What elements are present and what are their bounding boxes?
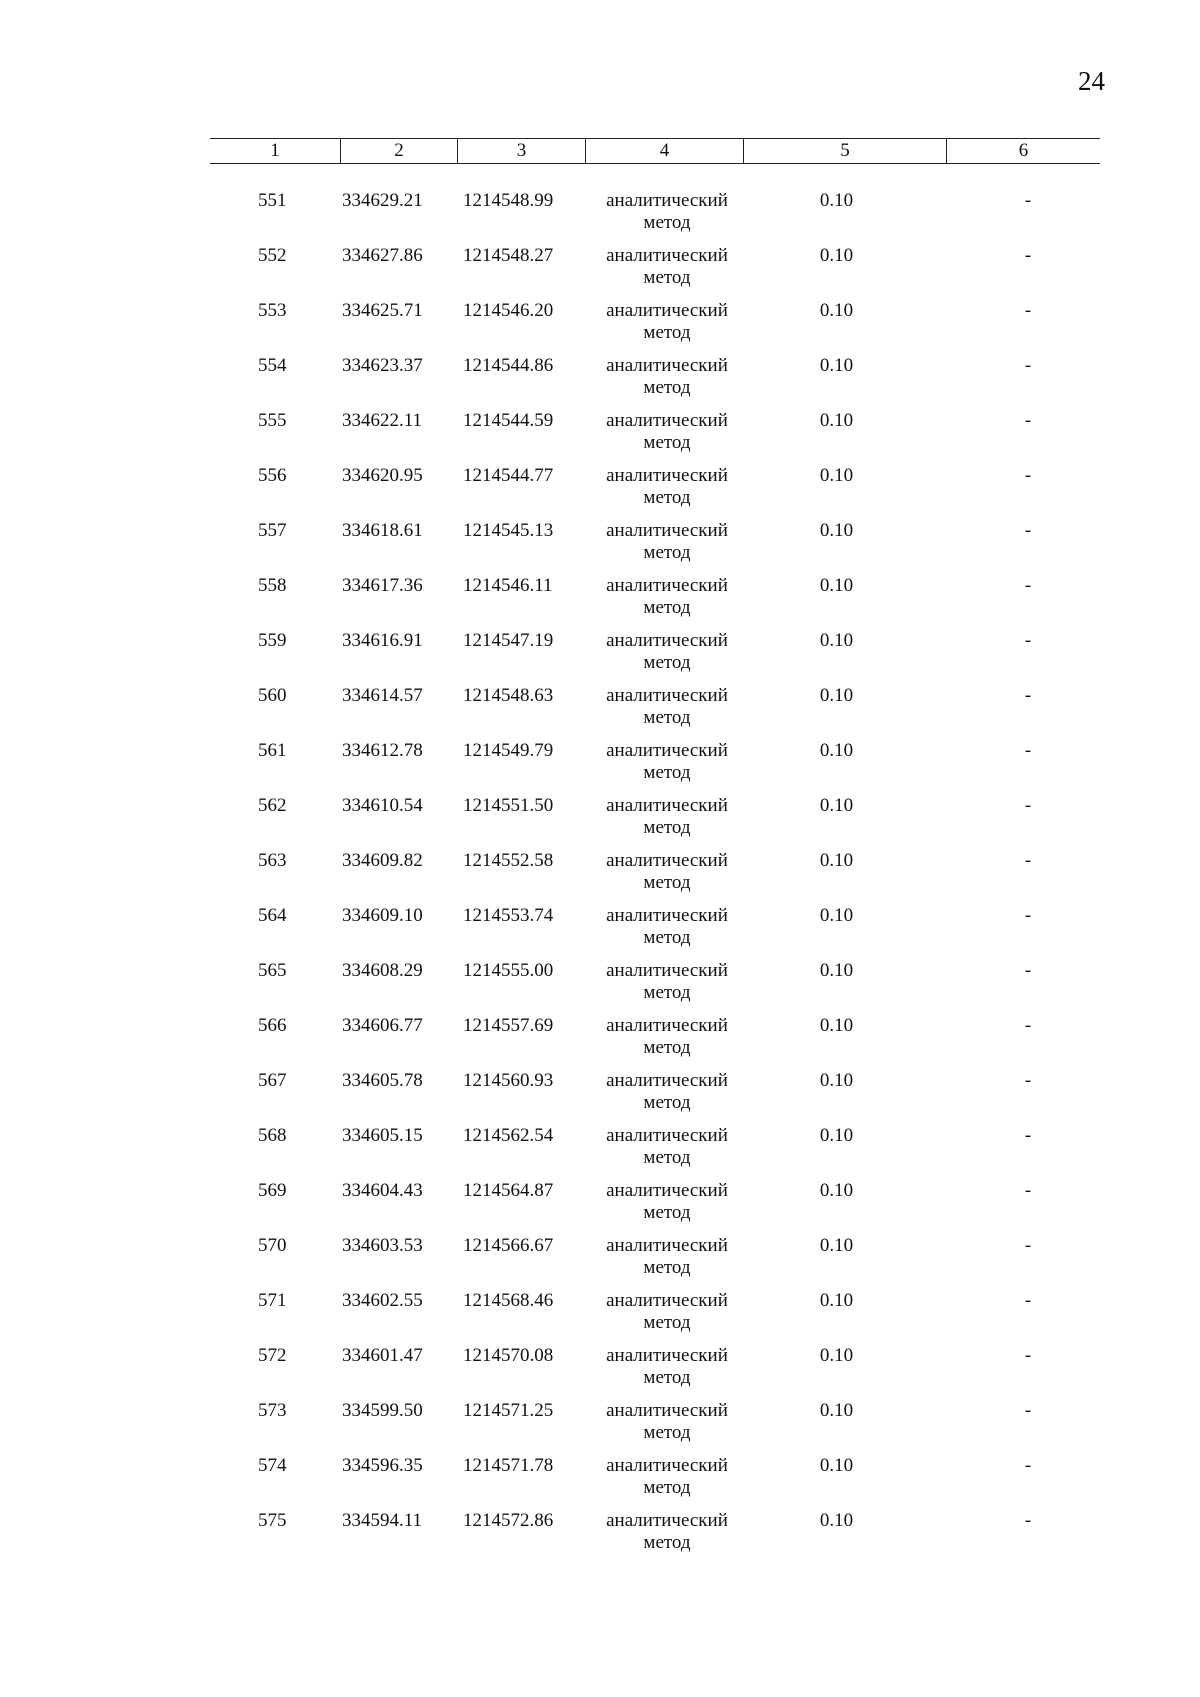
note-cell: - bbox=[1024, 905, 1032, 926]
method-line-2: метод bbox=[643, 487, 691, 508]
method-line-2: метод bbox=[643, 1147, 691, 1168]
point-number-cell: 572 bbox=[258, 1345, 287, 1366]
method-line-2: метод bbox=[643, 322, 691, 343]
method-cell bbox=[585, 1510, 743, 1565]
y-coordinate-cell: 1214552.58 bbox=[463, 850, 554, 871]
table-row bbox=[210, 1015, 1100, 1070]
table-row bbox=[210, 1400, 1100, 1455]
table-row bbox=[210, 1125, 1100, 1180]
point-number-cell: 552 bbox=[258, 245, 287, 266]
note-cell: - bbox=[1024, 245, 1032, 266]
x-coordinate-cell: 334629.21 bbox=[342, 190, 423, 211]
point-number-cell: 553 bbox=[258, 300, 287, 321]
method-line-1: аналитический bbox=[606, 245, 728, 266]
accuracy-cell: 0.10 bbox=[819, 410, 854, 431]
note-cell: - bbox=[1024, 1455, 1032, 1476]
method-cell bbox=[585, 1290, 743, 1345]
method-line-2: метод bbox=[643, 652, 691, 673]
x-coordinate-cell: 334596.35 bbox=[342, 1455, 423, 1476]
point-number-cell: 575 bbox=[258, 1510, 287, 1531]
note-cell: - bbox=[1024, 1400, 1032, 1421]
method-line-2: метод bbox=[643, 1532, 691, 1553]
method-line-2: метод bbox=[643, 707, 691, 728]
method-line-2: метод bbox=[643, 1037, 691, 1058]
y-coordinate-cell: 1214555.00 bbox=[463, 960, 554, 981]
point-number-cell: 565 bbox=[258, 960, 287, 981]
y-coordinate-cell: 1214548.63 bbox=[463, 685, 554, 706]
note-cell: - bbox=[1024, 850, 1032, 871]
method-line-2: метод bbox=[643, 1312, 691, 1333]
method-cell bbox=[585, 1400, 743, 1455]
accuracy-cell: 0.10 bbox=[819, 685, 854, 706]
method-cell bbox=[585, 795, 743, 850]
point-number-cell: 559 bbox=[258, 630, 287, 651]
y-coordinate-cell: 1214571.25 bbox=[463, 1400, 554, 1421]
point-number-cell: 557 bbox=[258, 520, 287, 541]
method-line-1: аналитический bbox=[606, 1290, 728, 1311]
point-number-cell: 560 bbox=[258, 685, 287, 706]
table-row bbox=[210, 1345, 1100, 1400]
y-coordinate-cell: 1214546.20 bbox=[463, 300, 554, 321]
method-line-1: аналитический bbox=[606, 795, 728, 816]
method-cell bbox=[585, 1235, 743, 1290]
x-coordinate-cell: 334627.86 bbox=[342, 245, 423, 266]
note-cell: - bbox=[1024, 1510, 1032, 1531]
method-line-2: метод bbox=[643, 1422, 691, 1443]
accuracy-cell: 0.10 bbox=[819, 1400, 854, 1421]
method-line-1: аналитический bbox=[606, 740, 728, 761]
y-coordinate-cell: 1214548.27 bbox=[463, 245, 554, 266]
method-line-2: метод bbox=[643, 267, 691, 288]
table-row bbox=[210, 685, 1100, 740]
accuracy-cell: 0.10 bbox=[819, 1235, 854, 1256]
method-line-1: аналитический bbox=[606, 1235, 728, 1256]
method-line-1: аналитический bbox=[606, 300, 728, 321]
y-coordinate-cell: 1214557.69 bbox=[463, 1015, 554, 1036]
method-cell bbox=[585, 850, 743, 905]
accuracy-cell: 0.10 bbox=[819, 960, 854, 981]
table-row bbox=[210, 1290, 1100, 1345]
table-row bbox=[210, 355, 1100, 410]
method-line-2: метод bbox=[643, 1257, 691, 1278]
note-cell: - bbox=[1024, 685, 1032, 706]
table-row bbox=[210, 630, 1100, 685]
method-line-2: метод bbox=[643, 432, 691, 453]
x-coordinate-cell: 334605.78 bbox=[342, 1070, 423, 1091]
header-col-3: 3 bbox=[457, 139, 585, 163]
accuracy-cell: 0.10 bbox=[819, 300, 854, 321]
x-coordinate-cell: 334601.47 bbox=[342, 1345, 423, 1366]
method-line-1: аналитический bbox=[606, 1070, 728, 1091]
accuracy-cell: 0.10 bbox=[819, 1290, 854, 1311]
method-cell bbox=[585, 300, 743, 355]
note-cell: - bbox=[1024, 1070, 1032, 1091]
y-coordinate-cell: 1214551.50 bbox=[463, 795, 554, 816]
method-line-1: аналитический bbox=[606, 355, 728, 376]
table-row bbox=[210, 190, 1100, 245]
note-cell: - bbox=[1024, 575, 1032, 596]
method-cell bbox=[585, 960, 743, 1015]
method-line-2: метод bbox=[643, 377, 691, 398]
method-line-2: метод bbox=[643, 1202, 691, 1223]
method-cell bbox=[585, 1345, 743, 1400]
y-coordinate-cell: 1214544.86 bbox=[463, 355, 554, 376]
y-coordinate-cell: 1214553.74 bbox=[463, 905, 554, 926]
header-col-6: 6 bbox=[946, 139, 1100, 163]
x-coordinate-cell: 334602.55 bbox=[342, 1290, 423, 1311]
method-cell bbox=[585, 245, 743, 300]
note-cell: - bbox=[1024, 960, 1032, 981]
method-line-1: аналитический bbox=[606, 1125, 728, 1146]
x-coordinate-cell: 334594.11 bbox=[342, 1510, 423, 1531]
x-coordinate-cell: 334623.37 bbox=[342, 355, 423, 376]
accuracy-cell: 0.10 bbox=[819, 630, 854, 651]
x-coordinate-cell: 334605.15 bbox=[342, 1125, 423, 1146]
method-line-1: аналитический bbox=[606, 520, 728, 541]
table-row bbox=[210, 465, 1100, 520]
method-line-1: аналитический bbox=[606, 190, 728, 211]
method-cell bbox=[585, 1125, 743, 1180]
header-col-5: 5 bbox=[743, 139, 946, 163]
table-row bbox=[210, 1070, 1100, 1125]
accuracy-cell: 0.10 bbox=[819, 850, 854, 871]
point-number-cell: 564 bbox=[258, 905, 287, 926]
note-cell: - bbox=[1024, 1180, 1032, 1201]
point-number-cell: 573 bbox=[258, 1400, 287, 1421]
method-line-1: аналитический bbox=[606, 410, 728, 431]
method-line-1: аналитический bbox=[606, 465, 728, 486]
note-cell: - bbox=[1024, 1290, 1032, 1311]
x-coordinate-cell: 334622.11 bbox=[342, 410, 423, 431]
accuracy-cell: 0.10 bbox=[819, 190, 854, 211]
method-line-2: метод bbox=[643, 872, 691, 893]
point-number-cell: 567 bbox=[258, 1070, 287, 1091]
point-number-cell: 561 bbox=[258, 740, 287, 761]
note-cell: - bbox=[1024, 520, 1032, 541]
method-cell bbox=[585, 190, 743, 245]
method-cell bbox=[585, 905, 743, 960]
point-number-cell: 568 bbox=[258, 1125, 287, 1146]
x-coordinate-cell: 334617.36 bbox=[342, 575, 423, 596]
table-header bbox=[210, 138, 1100, 164]
method-line-1: аналитический bbox=[606, 1455, 728, 1476]
y-coordinate-cell: 1214566.67 bbox=[463, 1235, 554, 1256]
method-cell bbox=[585, 575, 743, 630]
table-row bbox=[210, 905, 1100, 960]
note-cell: - bbox=[1024, 1235, 1032, 1256]
table-row bbox=[210, 520, 1100, 575]
x-coordinate-cell: 334604.43 bbox=[342, 1180, 423, 1201]
method-cell bbox=[585, 410, 743, 465]
accuracy-cell: 0.10 bbox=[819, 1180, 854, 1201]
table-row bbox=[210, 1510, 1100, 1565]
x-coordinate-cell: 334609.82 bbox=[342, 850, 423, 871]
method-line-1: аналитический bbox=[606, 905, 728, 926]
accuracy-cell: 0.10 bbox=[819, 740, 854, 761]
y-coordinate-cell: 1214572.86 bbox=[463, 1510, 554, 1531]
note-cell: - bbox=[1024, 410, 1032, 431]
note-cell: - bbox=[1024, 630, 1032, 651]
point-number-cell: 551 bbox=[258, 190, 287, 211]
method-cell bbox=[585, 740, 743, 795]
accuracy-cell: 0.10 bbox=[819, 1345, 854, 1366]
x-coordinate-cell: 334625.71 bbox=[342, 300, 423, 321]
table-row bbox=[210, 1180, 1100, 1235]
method-line-2: метод bbox=[643, 212, 691, 233]
y-coordinate-cell: 1214560.93 bbox=[463, 1070, 554, 1091]
table-body bbox=[210, 190, 1100, 1565]
accuracy-cell: 0.10 bbox=[819, 1510, 854, 1531]
header-col-2: 2 bbox=[340, 139, 457, 163]
method-line-1: аналитический bbox=[606, 630, 728, 651]
x-coordinate-cell: 334610.54 bbox=[342, 795, 423, 816]
note-cell: - bbox=[1024, 465, 1032, 486]
accuracy-cell: 0.10 bbox=[819, 905, 854, 926]
method-cell bbox=[585, 685, 743, 740]
method-line-2: метод bbox=[643, 817, 691, 838]
x-coordinate-cell: 334609.10 bbox=[342, 905, 423, 926]
point-number-cell: 554 bbox=[258, 355, 287, 376]
accuracy-cell: 0.10 bbox=[819, 465, 854, 486]
method-line-2: метод bbox=[643, 597, 691, 618]
y-coordinate-cell: 1214571.78 bbox=[463, 1455, 554, 1476]
header-col-4: 4 bbox=[585, 139, 743, 163]
table-row bbox=[210, 795, 1100, 850]
x-coordinate-cell: 334614.57 bbox=[342, 685, 423, 706]
table-row bbox=[210, 1455, 1100, 1510]
note-cell: - bbox=[1024, 1125, 1032, 1146]
method-line-2: метод bbox=[643, 1477, 691, 1498]
method-cell bbox=[585, 1180, 743, 1235]
x-coordinate-cell: 334616.91 bbox=[342, 630, 423, 651]
accuracy-cell: 0.10 bbox=[819, 245, 854, 266]
x-coordinate-cell: 334606.77 bbox=[342, 1015, 423, 1036]
x-coordinate-cell: 334618.61 bbox=[342, 520, 423, 541]
point-number-cell: 566 bbox=[258, 1015, 287, 1036]
table-row bbox=[210, 850, 1100, 905]
y-coordinate-cell: 1214548.99 bbox=[463, 190, 554, 211]
x-coordinate-cell: 334608.29 bbox=[342, 960, 423, 981]
y-coordinate-cell: 1214545.13 bbox=[463, 520, 554, 541]
x-coordinate-cell: 334612.78 bbox=[342, 740, 423, 761]
note-cell: - bbox=[1024, 795, 1032, 816]
method-line-1: аналитический bbox=[606, 575, 728, 596]
method-line-1: аналитический bbox=[606, 1180, 728, 1201]
page-number: 24 bbox=[1078, 66, 1105, 96]
point-number-cell: 558 bbox=[258, 575, 287, 596]
method-line-1: аналитический bbox=[606, 960, 728, 981]
method-cell bbox=[585, 1015, 743, 1070]
table-row bbox=[210, 575, 1100, 630]
y-coordinate-cell: 1214564.87 bbox=[463, 1180, 554, 1201]
point-number-cell: 569 bbox=[258, 1180, 287, 1201]
note-cell: - bbox=[1024, 190, 1032, 211]
point-number-cell: 574 bbox=[258, 1455, 287, 1476]
y-coordinate-cell: 1214547.19 bbox=[463, 630, 554, 651]
y-coordinate-cell: 1214546.11 bbox=[463, 575, 553, 596]
accuracy-cell: 0.10 bbox=[819, 575, 854, 596]
method-cell bbox=[585, 1070, 743, 1125]
method-line-1: аналитический bbox=[606, 1400, 728, 1421]
table-row bbox=[210, 960, 1100, 1015]
method-line-1: аналитический bbox=[606, 850, 728, 871]
accuracy-cell: 0.10 bbox=[819, 1125, 854, 1146]
method-line-2: метод bbox=[643, 1092, 691, 1113]
accuracy-cell: 0.10 bbox=[819, 355, 854, 376]
method-cell bbox=[585, 1455, 743, 1510]
method-cell bbox=[585, 355, 743, 410]
method-line-1: аналитический bbox=[606, 1015, 728, 1036]
method-line-1: аналитический bbox=[606, 685, 728, 706]
method-cell bbox=[585, 520, 743, 575]
table-row bbox=[210, 1235, 1100, 1290]
x-coordinate-cell: 334599.50 bbox=[342, 1400, 423, 1421]
point-number-cell: 556 bbox=[258, 465, 287, 486]
note-cell: - bbox=[1024, 1015, 1032, 1036]
table-row bbox=[210, 245, 1100, 300]
method-line-2: метод bbox=[643, 542, 691, 563]
accuracy-cell: 0.10 bbox=[819, 795, 854, 816]
table-row bbox=[210, 300, 1100, 355]
accuracy-cell: 0.10 bbox=[819, 520, 854, 541]
accuracy-cell: 0.10 bbox=[819, 1455, 854, 1476]
method-line-1: аналитический bbox=[606, 1510, 728, 1531]
x-coordinate-cell: 334603.53 bbox=[342, 1235, 423, 1256]
accuracy-cell: 0.10 bbox=[819, 1015, 854, 1036]
point-number-cell: 562 bbox=[258, 795, 287, 816]
method-line-2: метод bbox=[643, 762, 691, 783]
method-line-2: метод bbox=[643, 927, 691, 948]
y-coordinate-cell: 1214568.46 bbox=[463, 1290, 554, 1311]
method-cell bbox=[585, 465, 743, 520]
y-coordinate-cell: 1214562.54 bbox=[463, 1125, 554, 1146]
header-col-1: 1 bbox=[270, 140, 280, 161]
y-coordinate-cell: 1214544.59 bbox=[463, 410, 554, 431]
note-cell: - bbox=[1024, 300, 1032, 321]
point-number-cell: 555 bbox=[258, 410, 287, 431]
note-cell: - bbox=[1024, 355, 1032, 376]
note-cell: - bbox=[1024, 1345, 1032, 1366]
method-cell bbox=[585, 630, 743, 685]
point-number-cell: 563 bbox=[258, 850, 287, 871]
y-coordinate-cell: 1214570.08 bbox=[463, 1345, 554, 1366]
y-coordinate-cell: 1214549.79 bbox=[463, 740, 554, 761]
table-row bbox=[210, 410, 1100, 465]
table-row bbox=[210, 740, 1100, 795]
point-number-cell: 570 bbox=[258, 1235, 287, 1256]
y-coordinate-cell: 1214544.77 bbox=[463, 465, 554, 486]
accuracy-cell: 0.10 bbox=[819, 1070, 854, 1091]
note-cell: - bbox=[1024, 740, 1032, 761]
method-line-2: метод bbox=[643, 982, 691, 1003]
point-number-cell: 571 bbox=[258, 1290, 287, 1311]
method-line-1: аналитический bbox=[606, 1345, 728, 1366]
method-line-2: метод bbox=[643, 1367, 691, 1388]
x-coordinate-cell: 334620.95 bbox=[342, 465, 423, 486]
